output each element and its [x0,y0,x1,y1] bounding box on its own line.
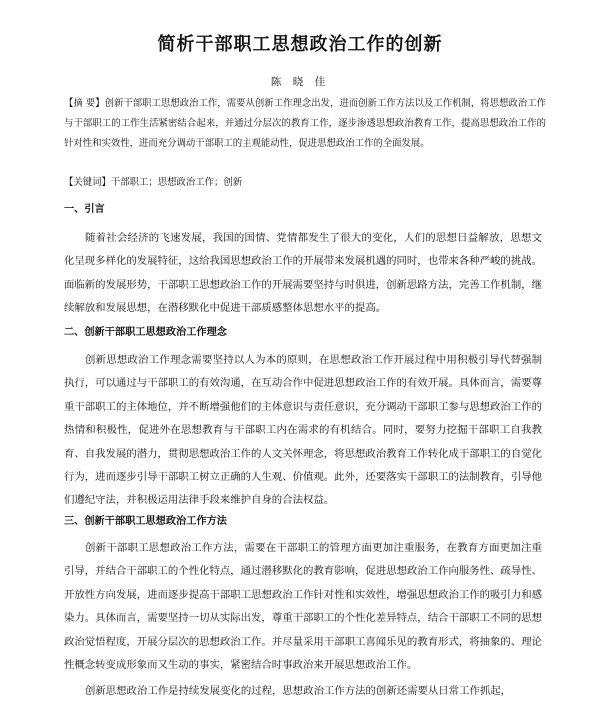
author-name: 陈 晓 佳 [270,76,330,88]
paper-title: 简析干部职工思想政治工作的创新 [157,34,443,55]
keywords-text: 干部职工；思想政治工作；创新 [110,177,243,188]
section-method-paragraph: 创新干部职工思想政治工作方法，需要在干部职工的管理方面更加注重服务，在教育方面更加注重引导，并结合干部职工的个性化特点，通过潜移默化的教育影响，促进思想政治工作向服务性、疏导性、开放性方向发展，进而逐步提高干部职工思想政治工作针对性和实效性，增强思想政治工作的吸引力和感染力。具体而言，需要坚持一切从实际出发，尊重干部职工的个性化差异特点，结合干部职工不同的思想政治觉悟程度，开展分层次的思想政治工作。并尽量采用干部职工喜闻乐见的教育形式，将抽象的、理论性概念转变成形象而又生动的事实，紧密结合时事政治来开展思想政治工作。 [64,542,542,672]
keywords [64,175,546,191]
section-method-paragraph-2: 创新思想政治工作是持续发展变化的过程，思想政治工作方法的创新还需要从日常工作抓起， [85,685,512,697]
section-heading-intro: 一、引言 [64,204,105,215]
section-intro-paragraph: 随着社会经济的飞速发展，我国的国情、党情都发生了很大的变化，人们的思想日益解放，思想文化呈现多样化的发展特征，这给我国思想政治工作的开展带来发展机遇的同时，也带来各种严峻的挑战。面临新的发展形势，干部职工思想政治工作的开展需要坚持与时俱进，创新思路方法，完善工作机制，继续解放和发展思想，在潜移默化中促进干部质感整体思想水平的提高。 [64,232,542,315]
section-heading-concept: 二、创新干部职工思想政治工作理念 [64,327,227,338]
section-concept-paragraph: 创新思想政治工作理念需要坚持以人为本的原则，在思想政治工作开展过程中用积极引导代替强制执行，可以通过与干部职工的有效沟通，在互动合作中促进思想政治工作的有效开展。具体而言，需要尊重干部职工的主体地位，并不断增强他们的主体意识与责任意识，充分调动干部职工参与思想政治工作的热情和积极性，促进外在思想教育与干部职工内在需求的有机结合。同时，要努力挖掘干部职工自我教育、自我发展的潜力，贯彻思想政治工作的人文关怀理念，将思想政治教育工作转化成干部职工的自觉化行为，进而逐步引导干部职工树立正确的人生观、价值观。此外，还要落实干部职工的法制教育，引导他们遵纪守法，并积极运用法律手段来维护自身的合法权益。 [64,354,542,507]
abstract-label: 【摘 要】 [64,98,105,109]
section-heading-method: 三、创新干部职工思想政治工作方法 [64,516,227,527]
abstract-text: 创新干部职工思想政治工作，需要从创新工作理念出发，进而创新工作方法以及工作机制，将思想政治工作与干部职工的工作生活紧密结合起来，并通过分层次的教育工作，逐步渗透思想政治教育工作，提高思想政治工作的针对性和实效性，进而充分调动干部职工的主观能动性，促进思想政治工作的全面发展。 [64,98,546,149]
keywords-label: 【关键词】 [64,177,111,188]
abstract [64,94,546,154]
